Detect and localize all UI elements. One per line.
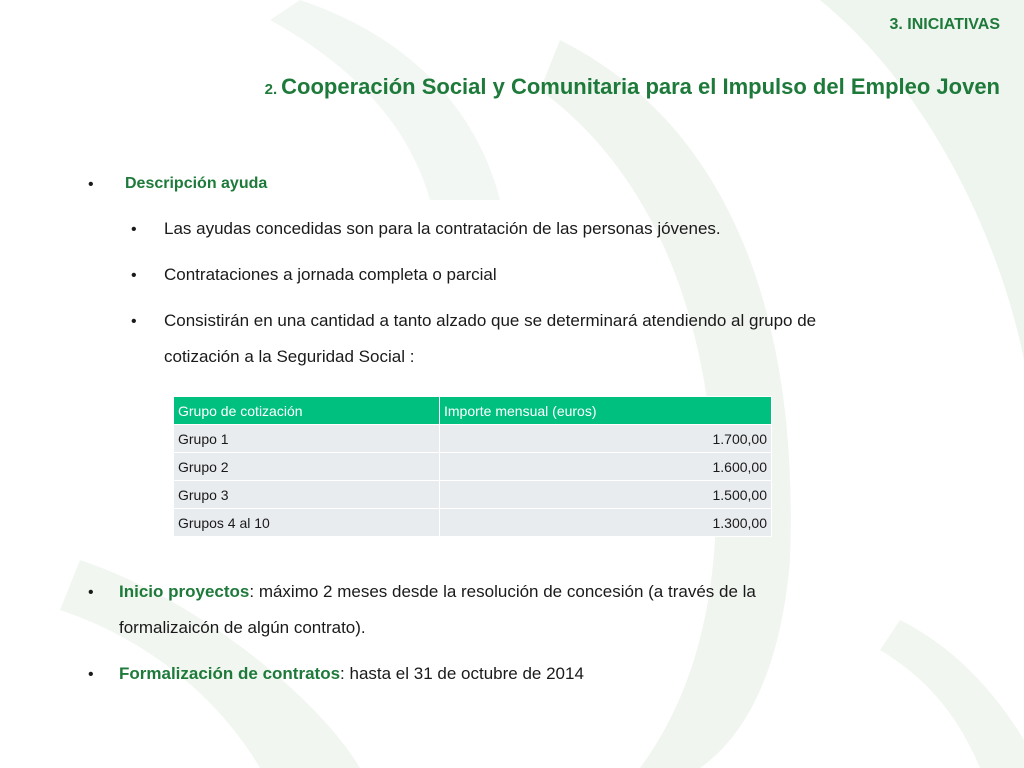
bullet-icon: • [88, 584, 94, 601]
section-label: 3. INICIATIVAS [889, 16, 1000, 33]
description-item: Consistirán en una cantidad a tanto alzado que se determinará atendiendo al grupo de [164, 311, 817, 330]
table-row [174, 481, 772, 509]
description-item: Las ayudas concedidas son para la contratación de las personas jóvenes. [164, 219, 721, 238]
title-text: Cooperación Social y Comunitaria para el Impulso del Empleo Joven [281, 74, 1000, 99]
table-header-importe: Importe mensual (euros) [440, 397, 772, 425]
table-row [174, 453, 772, 481]
inicio-line [119, 577, 756, 607]
title-number: 2. [264, 81, 278, 98]
table-row [174, 425, 772, 453]
inicio-text: : máximo 2 meses desde la resolución de concesión (a través de la [249, 582, 756, 601]
description-item-continued: cotización a la Seguridad Social : [164, 347, 415, 366]
description-item: Contrataciones a jornada completa o parcial [164, 265, 497, 284]
table-header-row [174, 397, 772, 425]
formalizacion-line [119, 659, 584, 689]
table-cell-grupo: Grupo 1 [174, 425, 440, 453]
bullet-icon: • [88, 176, 94, 193]
table-cell-grupo: Grupos 4 al 10 [174, 509, 440, 537]
table-header-grupo: Grupo de cotización [174, 397, 440, 425]
table-cell-importe: 1.500,00 [440, 481, 772, 509]
bullet-icon: • [88, 666, 94, 683]
description-heading: Descripción ayuda [125, 175, 268, 192]
inicio-line-continued: formalizaicón de algún contrato). [119, 618, 366, 637]
table-cell-importe: 1.600,00 [440, 453, 772, 481]
page-title [265, 74, 1000, 100]
bullet-icon: • [131, 313, 137, 330]
table-row [174, 509, 772, 537]
bullet-icon: • [131, 221, 137, 238]
table-cell-importe: 1.700,00 [440, 425, 772, 453]
table-cell-grupo: Grupo 3 [174, 481, 440, 509]
inicio-label: Inicio proyectos [119, 582, 250, 601]
formalizacion-text: : hasta el 31 de octubre de 2014 [340, 664, 584, 683]
formalizacion-label: Formalización de contratos [119, 664, 341, 683]
table-cell-grupo: Grupo 2 [174, 453, 440, 481]
bullet-icon: • [131, 267, 137, 284]
table-cell-importe: 1.300,00 [440, 509, 772, 537]
cotizacion-table [173, 396, 772, 537]
